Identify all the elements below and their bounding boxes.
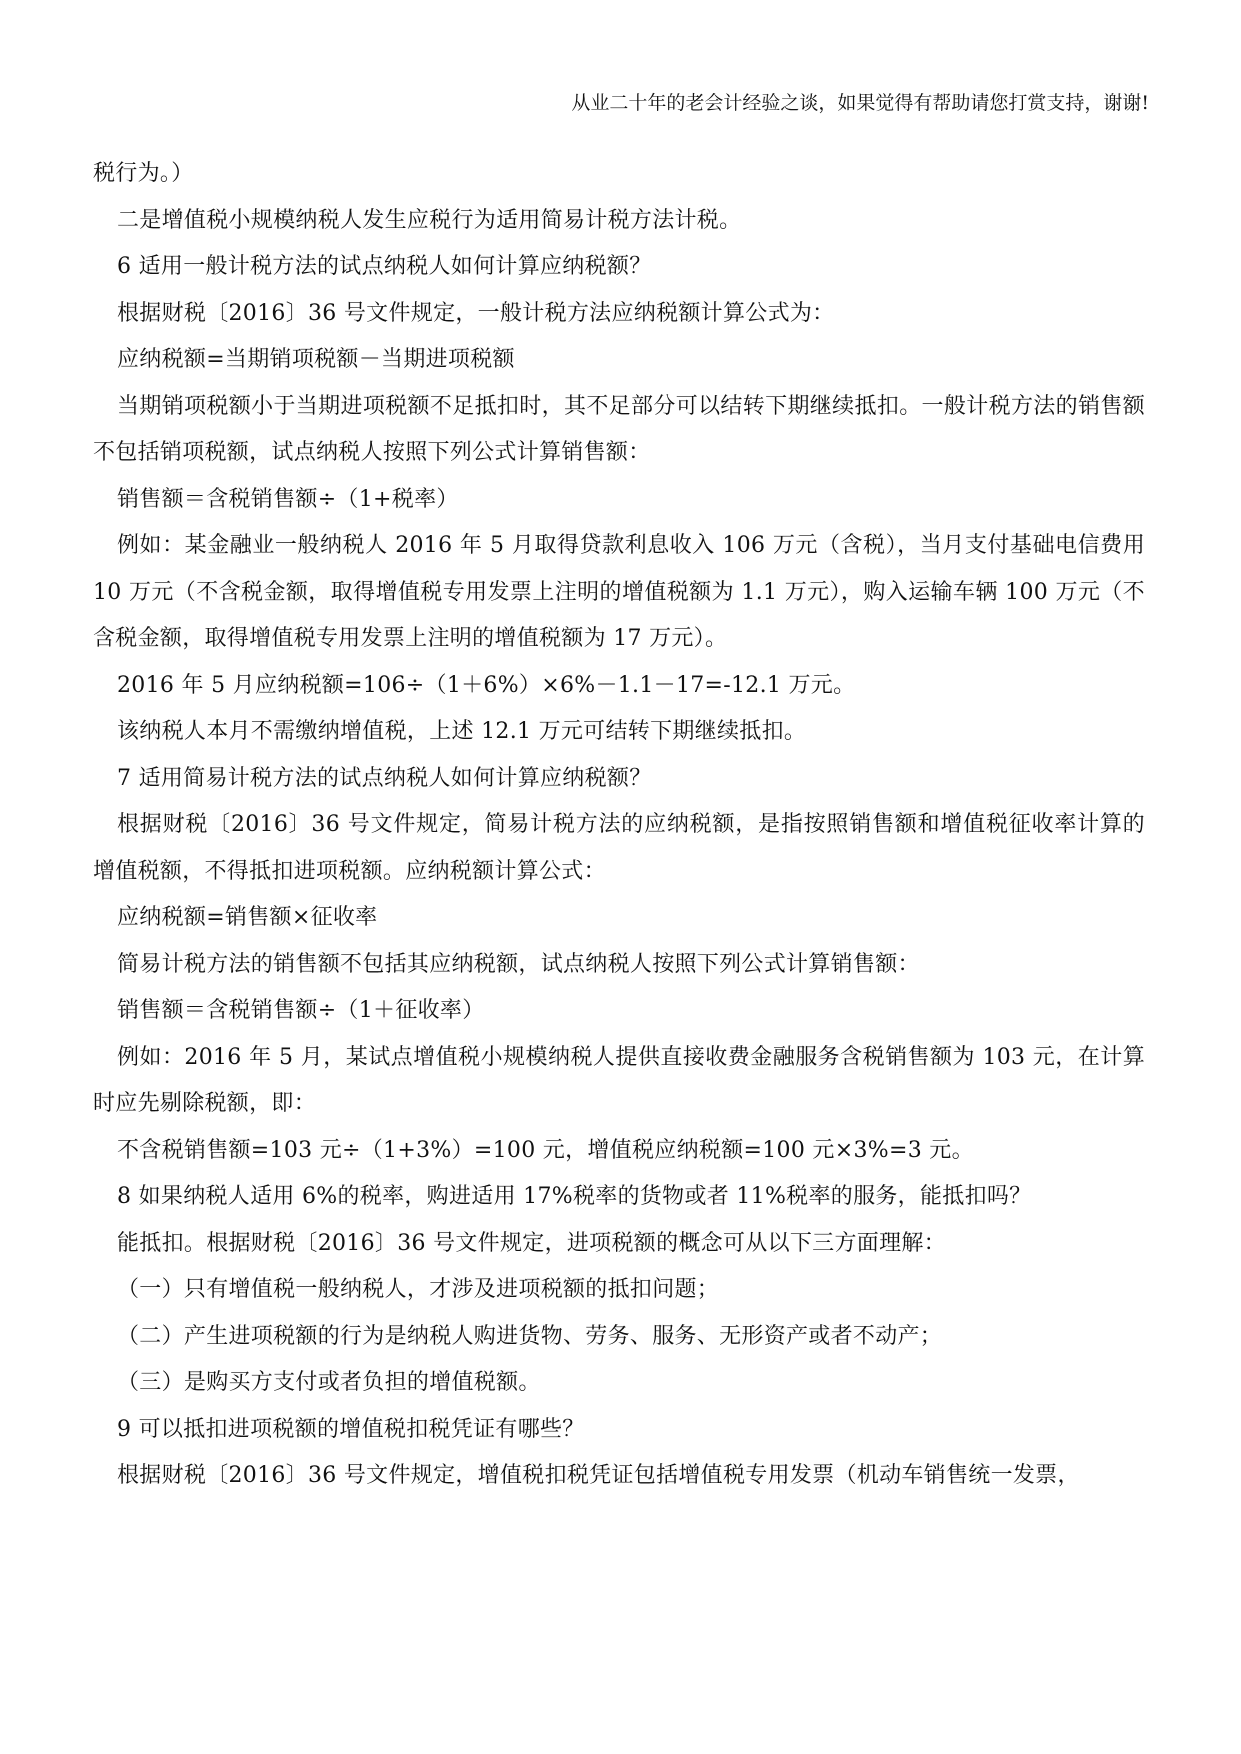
paragraph: 当期销项税额小于当期进项税额不足抵扣时，其不足部分可以结转下期继续抵扣。一般计税方法的销售额不包括销项税额，试点纳税人按照下列公式计算销售额： [93, 393, 1145, 465]
paragraph: 该纳税人本月不需缴纳增值税，上述 12.1 万元可结转下期继续抵扣。 [117, 719, 807, 744]
paragraph: 能抵扣。根据财税〔2016〕36 号文件规定，进项税额的概念可从以下三方面理解： [117, 1230, 946, 1256]
paragraph: 应纳税额=当期销项税额－当期进项税额 [117, 347, 515, 372]
paragraph: 6 适用一般计税方法的试点纳税人如何计算应纳税额？ [117, 254, 652, 279]
document-body [93, 151, 1153, 1500]
paragraph: 简易计税方法的销售额不包括其应纳税额，试点纳税人按照下列公式计算销售额： [117, 951, 920, 977]
paragraph: 税行为。） [93, 161, 194, 186]
paragraph: 8 如果纳税人适用 6%的税率，购进适用 17%税率的货物或者 11%税率的服务，能抵扣吗？ [117, 1184, 1032, 1209]
paragraph: （三）是购买方支付或者负担的增值税额。 [117, 1370, 541, 1395]
paragraph: 二是增值税小规模纳税人发生应税行为适用简易计税方法计税。 [117, 207, 742, 233]
paragraph: 根据财税〔2016〕36 号文件规定，一般计税方法应纳税额计算公式为： [117, 300, 835, 326]
paragraph: 销售额＝含税销售额÷（1＋征收率） [117, 998, 485, 1023]
paragraph: 根据财税〔2016〕36 号文件规定，增值税扣税凭证包括增值税专用发票（机动车销售统一发票， [117, 1463, 1080, 1488]
paragraph: 不含税销售额=103 元÷（1+3%）=100 元，增值税应纳税额=100 元×3%=3 元。 [117, 1137, 974, 1163]
page-header-note: 从业二十年的老会计经验之谈，如果觉得有帮助请您打赏支持，谢谢! [571, 92, 1149, 114]
paragraph: （一）只有增值税一般纳税人，才涉及进项税额的抵扣问题； [117, 1277, 720, 1302]
paragraph: 应纳税额=销售额×征收率 [117, 905, 378, 930]
paragraph: （二）产生进项税额的行为是纳税人购进货物、劳务、服务、无形资产或者不动产； [117, 1323, 943, 1349]
paragraph: 销售额＝含税销售额÷（1+税率） [117, 486, 459, 512]
paragraph: 例如：2016 年 5 月，某试点增值税小规模纳税人提供直接收费金融服务含税销售额为 103 元，在计算时应先剔除税额，即： [93, 1044, 1145, 1116]
paragraph: 2016 年 5 月应纳税额=106÷（1＋6%）×6%－1.1－17=-12.1 万元。 [117, 672, 856, 698]
paragraph: 9 可以抵扣进项税额的增值税扣税凭证有哪些？ [117, 1416, 585, 1442]
paragraph: 根据财税〔2016〕36 号文件规定，简易计税方法的应纳税额，是指按照销售额和增值税征收率计算的增值税额，不得抵扣进项税额。应纳税额计算公式： [93, 812, 1145, 884]
paragraph: 例如：某金融业一般纳税人 2016 年 5 月取得贷款利息收入 106 万元（含税），当月支付基础电信费用 10 万元（不含税金额，取得增值税专用发票上注明的增值税额为 1.1 万元），购入运输车辆 100 万元（不含税金额，取得增值税专用发票上注明的增值税额为 17 万元）。 [93, 533, 1153, 651]
paragraph: 7 适用简易计税方法的试点纳税人如何计算应纳税额？ [117, 765, 652, 791]
